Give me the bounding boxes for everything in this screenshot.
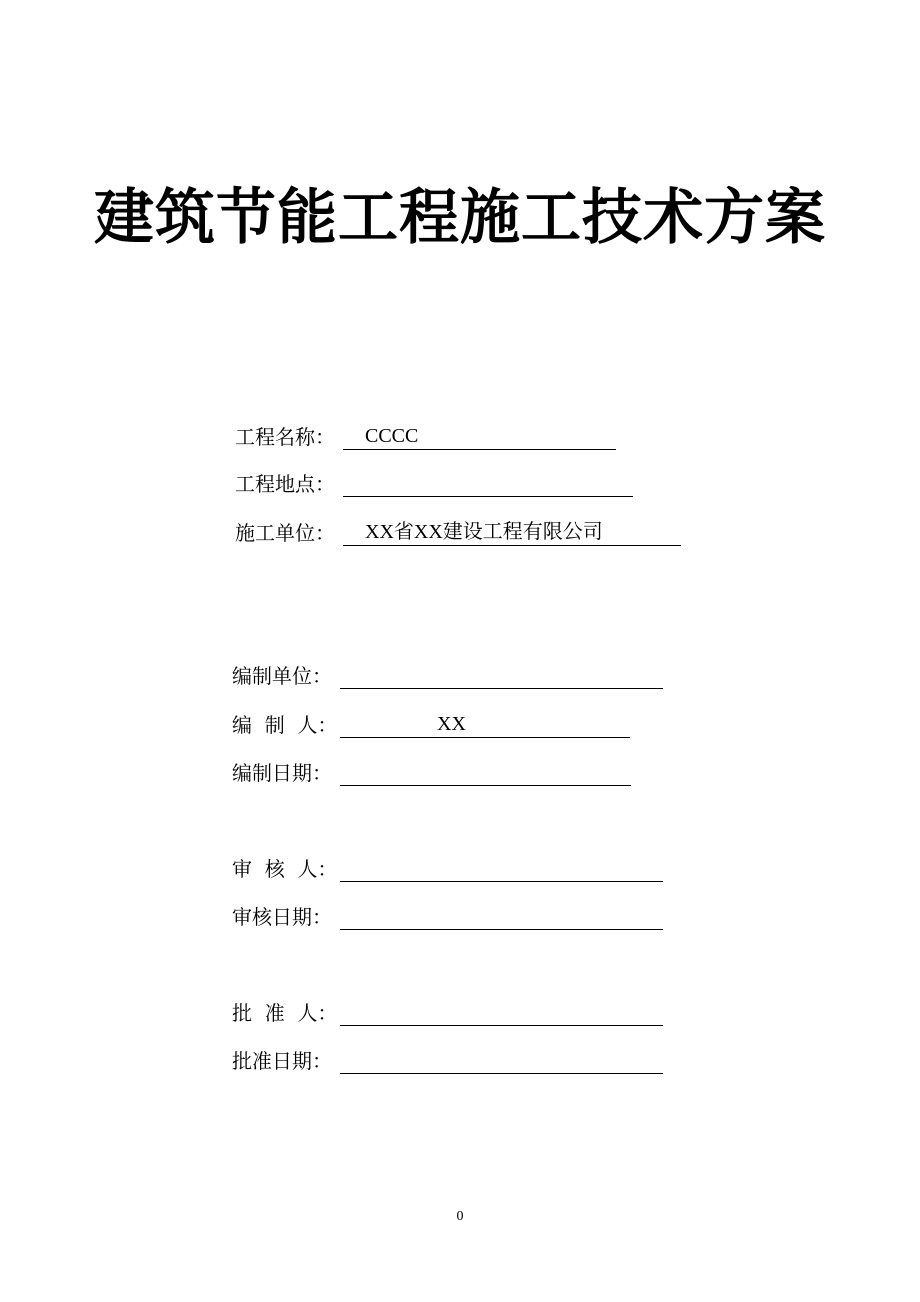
approver-field[interactable] [340, 999, 663, 1026]
approve-date-label: 批准日期： [232, 1049, 332, 1073]
compiler-field[interactable] [340, 711, 630, 738]
approver-label: 批 准 人： [232, 1001, 338, 1025]
review-date-row [232, 903, 692, 931]
review-date-field[interactable] [340, 903, 663, 930]
reviewer-field[interactable] [340, 855, 663, 882]
approver-row [232, 999, 692, 1027]
contractor-value: XX省XX建设工程有限公司 [365, 521, 603, 543]
project-name-row [235, 423, 695, 451]
project-name-field[interactable] [343, 423, 616, 450]
compiler-row [232, 711, 692, 739]
project-name-value: CCCC [365, 425, 419, 447]
contractor-label: 施工单位： [235, 521, 335, 545]
project-location-field[interactable] [343, 470, 633, 497]
document-title: 建筑节能工程施工技术方案 [94, 183, 826, 253]
reviewer-label: 审 核 人： [232, 857, 338, 881]
approve-date-field[interactable] [340, 1047, 663, 1074]
project-location-label: 工程地点： [235, 472, 335, 496]
compiler-value: XX [437, 713, 466, 735]
page-number: 0 [456, 1209, 464, 1224]
approve-date-row [232, 1047, 692, 1075]
compile-date-row [232, 759, 692, 787]
compile-date-field[interactable] [340, 759, 631, 786]
compiler-label: 编 制 人： [232, 713, 338, 737]
compile-unit-field[interactable] [340, 662, 663, 689]
compile-unit-row [232, 662, 692, 690]
contractor-row [235, 519, 695, 547]
project-name-label: 工程名称： [235, 425, 335, 449]
project-location-row [235, 470, 695, 498]
compile-unit-label: 编制单位： [232, 664, 332, 688]
contractor-field[interactable] [343, 519, 681, 546]
compile-date-label: 编制日期： [232, 761, 332, 785]
reviewer-row [232, 855, 692, 883]
review-date-label: 审核日期： [232, 905, 332, 929]
